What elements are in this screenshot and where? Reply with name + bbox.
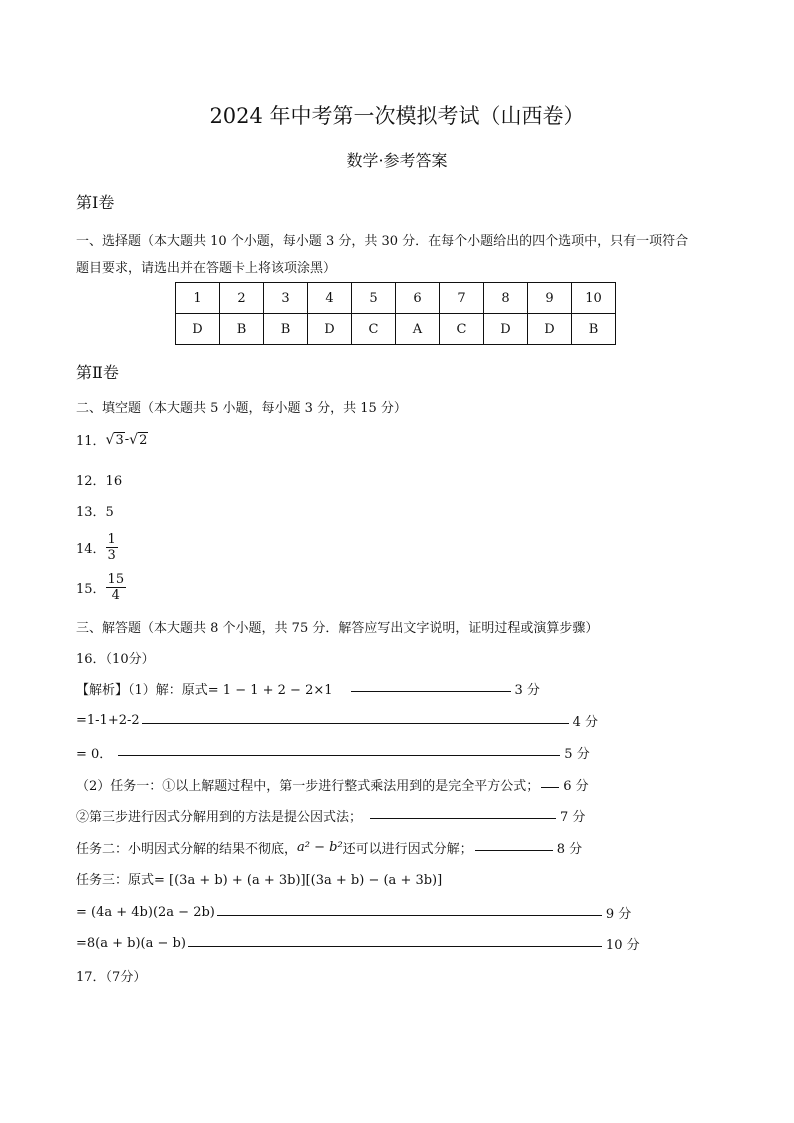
answer-table-number-row [176, 283, 616, 314]
score-label: 8 分 [556, 842, 583, 857]
radicand-3: 3 [115, 432, 124, 448]
q16-step8 [76, 903, 631, 922]
table-cell: 10 [572, 283, 616, 314]
table-cell: 4 [308, 283, 352, 314]
score-rule [475, 850, 553, 851]
sqrt-2: √ 2 [129, 431, 148, 448]
step-text: 【解析】（1）解：原式= 1 − 1 + 2 − 2×1 [76, 683, 333, 698]
score-label: 6 分 [563, 779, 589, 794]
math-expression: a² − b² [297, 840, 343, 855]
table-cell: D [528, 314, 572, 345]
part2-heading: 第Ⅱ卷 [76, 363, 119, 382]
table-cell: 5 [352, 283, 396, 314]
page-title: 2024 年中考第一次模拟考试（山西卷） [209, 104, 585, 128]
numerator: 15 [107, 572, 125, 587]
answer-table [175, 282, 616, 345]
answer-11 [76, 430, 148, 449]
part1-heading: 第Ⅰ卷 [76, 193, 115, 212]
choice-instructions-line1: 一、选择题（本大题共 10 个小题，每小题 3 分，共 30 分．在每个小题给出的四个选项中，只有一项符合 [76, 234, 689, 249]
fraction-15-4 [106, 572, 127, 603]
table-cell: 1 [176, 283, 220, 314]
table-cell: 3 [264, 283, 308, 314]
q16-step2 [76, 711, 598, 730]
step-text: ②第三步进行因式分解用到的方法是提公因式法； [76, 810, 363, 825]
table-cell: 6 [396, 283, 440, 314]
numerator: 1 [107, 532, 116, 547]
q16-step7 [76, 869, 442, 888]
q16-step9 [76, 934, 640, 953]
q16-step3 [76, 743, 590, 762]
step-text: = (4a + 4b)(2a − 2b) [76, 905, 215, 920]
step-text: 任务二：小明因式分解的结果不彻底， [76, 842, 298, 857]
table-cell: 2 [220, 283, 264, 314]
score-label: 5 分 [564, 747, 590, 762]
table-cell: D [484, 314, 528, 345]
step-text: =8(a + b)(a − b) [76, 936, 186, 951]
page-subtitle: 数学·参考答案 [346, 151, 448, 170]
score-label: 3 分 [514, 683, 540, 698]
table-cell: 8 [484, 283, 528, 314]
step-text: （2）任务一：①以上解题过程中，第一步进行整式乘法用到的是完全平方公式； [76, 779, 540, 794]
answer-12: 12．16 [76, 474, 123, 489]
q11-label: 11． [76, 434, 106, 449]
answer-13: 13．5 [76, 505, 114, 520]
table-cell: D [176, 314, 220, 345]
score-label: 10 分 [605, 938, 640, 953]
table-cell: D [308, 314, 352, 345]
score-rule [142, 723, 569, 724]
table-cell: B [264, 314, 308, 345]
step-text: 任务三：原式= [(3a + b) + (a + 3b)][(3a + b) − (a + 3b)] [76, 873, 443, 888]
q14-label: 14． [76, 542, 106, 557]
answer-14 [76, 532, 118, 563]
fraction-1-3 [106, 532, 118, 563]
step-text: = 0． [76, 747, 113, 762]
q16-step4 [76, 775, 589, 794]
q11-minus: - [124, 432, 130, 447]
table-cell: C [352, 314, 396, 345]
solve-instructions: 三、解答题（本大题共 8 个小题，共 75 分．解答应写出文字说明，证明过程或演算步骤） [76, 621, 599, 636]
score-label: 9 分 [605, 907, 632, 922]
denominator: 3 [107, 548, 116, 563]
table-cell: 7 [440, 283, 484, 314]
score-rule [188, 946, 602, 947]
score-rule [118, 755, 560, 756]
step-text: 还可以进行因式分解； [342, 842, 473, 857]
table-cell: B [572, 314, 616, 345]
q17-title: 17．（7分） [76, 970, 147, 985]
score-rule [541, 787, 559, 788]
sqrt-3: √ 3 [105, 431, 124, 448]
table-cell: B [220, 314, 264, 345]
score-label: 4 分 [572, 715, 599, 730]
q15-label: 15． [76, 582, 106, 597]
step-text: =1-1+2-2 [76, 713, 140, 728]
answer-table-answer-row [176, 314, 616, 345]
score-rule [217, 915, 602, 916]
denominator: 4 [111, 588, 120, 603]
q16-step6 [76, 838, 582, 857]
q16-step1 [76, 679, 540, 698]
choice-instructions-line2: 题目要求，请选出并在答题卡上将该项涂黑） [76, 261, 337, 276]
q16-title: 16．（10分） [76, 652, 155, 667]
fill-instructions: 二、填空题（本大题共 5 小题，每小题 3 分，共 15 分） [76, 401, 407, 416]
q16-step5 [76, 806, 585, 825]
score-rule [351, 691, 511, 692]
answer-15 [76, 572, 126, 603]
table-cell: C [440, 314, 484, 345]
table-cell: 9 [528, 283, 572, 314]
score-rule [370, 818, 556, 819]
score-label: 7 分 [560, 810, 586, 825]
radicand-2: 2 [139, 432, 148, 448]
table-cell: A [396, 314, 440, 345]
